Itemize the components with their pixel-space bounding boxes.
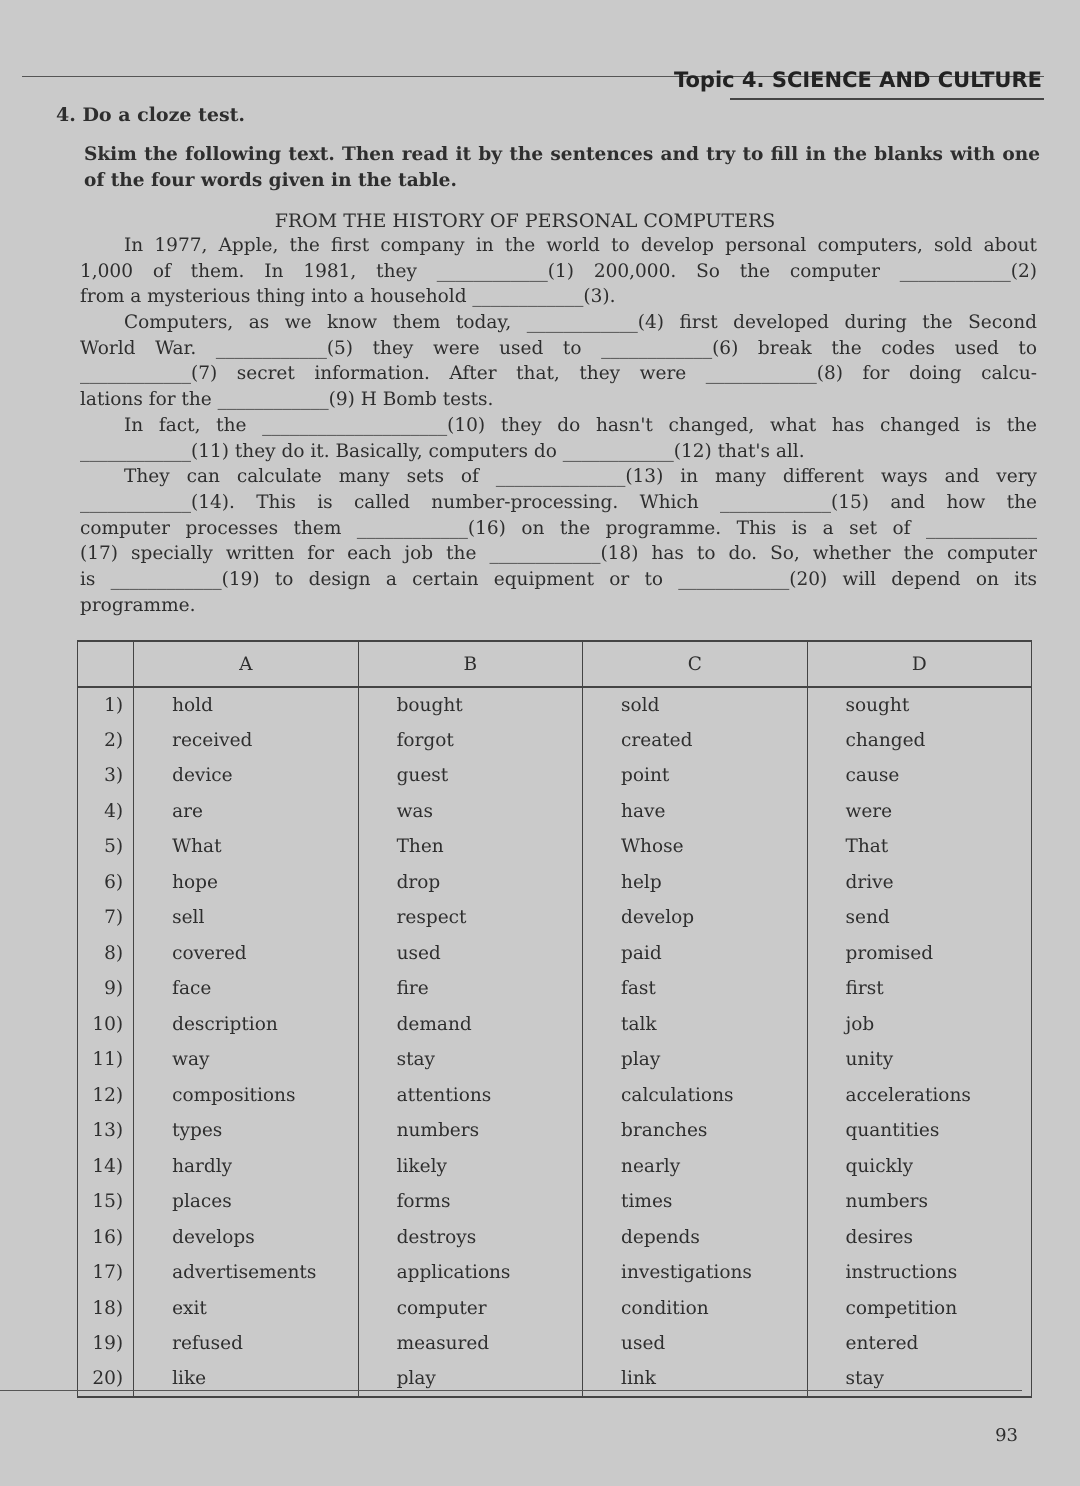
table-row [78, 758, 1032, 794]
option-d: first [807, 971, 1031, 1007]
option-c: have [583, 794, 807, 830]
item-number: 4) [78, 794, 134, 830]
column-header-d: D [807, 641, 1031, 687]
option-d: That [807, 829, 1031, 865]
option-c: calculations [583, 1078, 807, 1114]
option-a: hold [134, 687, 358, 723]
table-row [78, 1291, 1032, 1327]
option-d: changed [807, 723, 1031, 759]
table-row [78, 1078, 1032, 1114]
option-c: used [583, 1326, 807, 1362]
table-row [78, 1326, 1032, 1362]
option-b: forgot [358, 723, 582, 759]
option-b: guest [358, 758, 582, 794]
option-d: numbers [807, 1184, 1031, 1220]
option-a: covered [134, 936, 358, 972]
option-c: investigations [583, 1255, 807, 1291]
option-d: job [807, 1007, 1031, 1043]
option-a: refused [134, 1326, 358, 1362]
option-a: face [134, 971, 358, 1007]
passage-line: 1,000 of them. In 1981, they ____________(1) 200,000. So the computer ____________(2) [80, 260, 1037, 282]
option-b: measured [358, 1326, 582, 1362]
passage-line: ____________(7) secret information. After that, they were ____________(8) for doing calcu- [80, 363, 1037, 385]
option-b: demand [358, 1007, 582, 1043]
option-c: talk [583, 1007, 807, 1043]
option-d: entered [807, 1326, 1031, 1362]
option-b: numbers [358, 1113, 582, 1149]
item-number: 11) [78, 1042, 134, 1078]
table-row [78, 1184, 1032, 1220]
option-b: drop [358, 865, 582, 901]
option-d: instructions [807, 1255, 1031, 1291]
item-number: 17) [78, 1255, 134, 1291]
option-c: nearly [583, 1149, 807, 1185]
passage-line: from a mysterious thing into a household ____________(3). [80, 286, 616, 308]
answer-options-table [77, 640, 1032, 1398]
option-a: develops [134, 1220, 358, 1256]
page-number: 93 [995, 1425, 1018, 1446]
passage-text [80, 233, 1037, 618]
passage-line: ____________(11) they do it. Basically, computers do ____________(12) that's all. [80, 440, 805, 462]
option-d: desires [807, 1220, 1031, 1256]
item-number: 1) [78, 687, 134, 723]
column-header-c: C [583, 641, 807, 687]
option-a: What [134, 829, 358, 865]
table-header-row [78, 641, 1032, 687]
option-c: Whose [583, 829, 807, 865]
passage-line: Computers, as we know them today, ____________(4) first developed during the Second [124, 312, 1037, 334]
table-row [78, 1149, 1032, 1185]
option-c: created [583, 723, 807, 759]
option-b: respect [358, 900, 582, 936]
option-a: device [134, 758, 358, 794]
option-a: are [134, 794, 358, 830]
option-d: send [807, 900, 1031, 936]
table-row [78, 900, 1032, 936]
option-b: computer [358, 1291, 582, 1327]
option-b: bought [358, 687, 582, 723]
option-d: stay [807, 1362, 1031, 1398]
table-row [78, 1113, 1032, 1149]
option-a: description [134, 1007, 358, 1043]
passage-line: is ____________(19) to design a certain equipment or to ____________(20) will depend on its [80, 568, 1037, 590]
option-c: condition [583, 1291, 807, 1327]
option-c: fast [583, 971, 807, 1007]
option-a: sell [134, 900, 358, 936]
item-number: 20) [78, 1362, 134, 1398]
table-row [78, 794, 1032, 830]
item-number: 6) [78, 865, 134, 901]
option-a: hope [134, 865, 358, 901]
table-row [78, 865, 1032, 901]
option-c: point [583, 758, 807, 794]
table-row [78, 829, 1032, 865]
option-d: quantities [807, 1113, 1031, 1149]
passage-line: In 1977, Apple, the first company in the world to develop personal computers, sold about [124, 235, 1037, 256]
option-a: way [134, 1042, 358, 1078]
table-row [78, 1220, 1032, 1256]
footer-rule [0, 1390, 1022, 1391]
item-number: 3) [78, 758, 134, 794]
passage-title: FROM THE HISTORY OF PERSONAL COMPUTERS [274, 210, 776, 232]
item-number: 9) [78, 971, 134, 1007]
table-row [78, 687, 1032, 723]
option-d: cause [807, 758, 1031, 794]
option-b: attentions [358, 1078, 582, 1114]
passage-line: In fact, the ____________________(10) they do hasn't changed, what has changed is the [124, 414, 1037, 436]
option-c: branches [583, 1113, 807, 1149]
table-row [78, 723, 1032, 759]
item-number: 5) [78, 829, 134, 865]
column-header-a: A [134, 641, 358, 687]
option-b: play [358, 1362, 582, 1398]
option-d: were [807, 794, 1031, 830]
option-c: play [583, 1042, 807, 1078]
passage-line: computer processes them ____________(16) on the programme. This is a set of ____________ [80, 517, 1037, 539]
option-a: places [134, 1184, 358, 1220]
header-underline [730, 98, 1044, 100]
task-instructions: Skim the following text. Then read it by the sentences and try to fill in the blanks with one of the four words given in the table. [84, 144, 1040, 191]
option-d: quickly [807, 1149, 1031, 1185]
passage-line: (17) specially written for each job the ____________(18) has to do. So, whether the computer [80, 543, 1037, 565]
topic-header: Topic 4. SCIENCE AND CULTURE [673, 68, 1042, 92]
option-d: promised [807, 936, 1031, 972]
table-row [78, 936, 1032, 972]
option-a: received [134, 723, 358, 759]
passage-line: They can calculate many sets of ______________(13) in many different ways and very [124, 466, 1037, 488]
option-c: develop [583, 900, 807, 936]
option-b: destroys [358, 1220, 582, 1256]
column-header-b: B [358, 641, 582, 687]
item-number: 16) [78, 1220, 134, 1256]
option-b: Then [358, 829, 582, 865]
item-number: 13) [78, 1113, 134, 1149]
option-d: unity [807, 1042, 1031, 1078]
item-number: 7) [78, 900, 134, 936]
option-b: used [358, 936, 582, 972]
option-c: depends [583, 1220, 807, 1256]
option-b: was [358, 794, 582, 830]
table-row [78, 971, 1032, 1007]
item-number: 8) [78, 936, 134, 972]
passage-line: lations for the ____________(9) H Bomb tests. [80, 389, 494, 411]
option-b: applications [358, 1255, 582, 1291]
item-number: 18) [78, 1291, 134, 1327]
number-column-header [78, 641, 134, 687]
passage-line: World War. ____________(5) they were used to ____________(6) break the codes used to [80, 337, 1037, 359]
option-a: compositions [134, 1078, 358, 1114]
option-c: times [583, 1184, 807, 1220]
item-number: 10) [78, 1007, 134, 1043]
option-c: help [583, 865, 807, 901]
option-c: link [583, 1362, 807, 1398]
option-d: accelerations [807, 1078, 1031, 1114]
option-c: sold [583, 687, 807, 723]
option-a: types [134, 1113, 358, 1149]
table-row [78, 1362, 1032, 1398]
item-number: 12) [78, 1078, 134, 1114]
option-a: exit [134, 1291, 358, 1327]
option-d: sought [807, 687, 1031, 723]
item-number: 15) [78, 1184, 134, 1220]
option-b: likely [358, 1149, 582, 1185]
item-number: 19) [78, 1326, 134, 1362]
table-row [78, 1007, 1032, 1043]
table-row [78, 1255, 1032, 1291]
passage-line: ____________(14). This is called number-processing. Which ____________(15) and how the [80, 491, 1037, 513]
table-row [78, 1042, 1032, 1078]
option-b: stay [358, 1042, 582, 1078]
option-c: paid [583, 936, 807, 972]
option-b: forms [358, 1184, 582, 1220]
option-a: like [134, 1362, 358, 1398]
option-a: advertisements [134, 1255, 358, 1291]
option-d: drive [807, 865, 1031, 901]
option-d: competition [807, 1291, 1031, 1327]
option-b: fire [358, 971, 582, 1007]
task-title: 4. Do a cloze test. [56, 104, 246, 126]
passage-line: programme. [80, 594, 196, 616]
item-number: 14) [78, 1149, 134, 1185]
item-number: 2) [78, 723, 134, 759]
option-a: hardly [134, 1149, 358, 1185]
